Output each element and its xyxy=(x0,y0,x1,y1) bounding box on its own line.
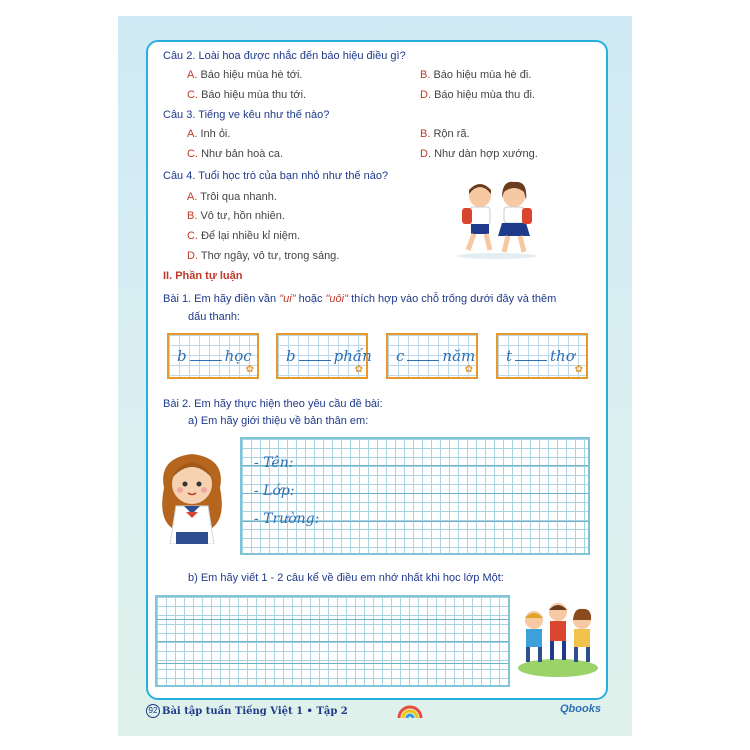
word-box-4[interactable]: t thơ ✿ xyxy=(496,333,588,379)
q2-option-c[interactable]: C. Báo hiệu mùa thu tới. xyxy=(187,89,307,101)
leaf-icon: ✿ xyxy=(245,364,254,375)
q3-option-c[interactable]: C. Như bản hoà ca. xyxy=(187,148,284,160)
question-2-title: Câu 2. Loài hoa được nhắc đến báo hiệu điều gì? xyxy=(163,50,406,62)
bai-2-part-a: a) Em hãy giới thiệu về bản thân em: xyxy=(188,415,369,427)
three-kids-illustration xyxy=(516,590,600,680)
q4-option-c[interactable]: C. Để lại nhiều kỉ niệm. xyxy=(187,230,301,242)
class-field-label: - Lớp: xyxy=(254,483,295,499)
section-2-heading: II. Phần tự luận xyxy=(163,270,243,282)
q4-option-a[interactable]: A. Trôi qua nhanh. xyxy=(187,191,277,203)
leaf-icon: ✿ xyxy=(464,364,473,375)
word-box-1[interactable]: b học ✿ xyxy=(167,333,259,379)
question-3-title: Câu 3. Tiếng ve kêu như thế nào? xyxy=(163,109,330,121)
q3-option-b[interactable]: B. Rộn rã. xyxy=(420,128,470,140)
school-field-label: - Trường: xyxy=(254,511,320,527)
q2-option-b[interactable]: B. Báo hiệu mùa hè đi. xyxy=(420,69,532,81)
self-intro-writing-grid[interactable] xyxy=(240,437,590,555)
q4-option-b[interactable]: B. Vô tư, hồn nhiên. xyxy=(187,210,285,222)
bai-1-instruction-line-1: Bài 1. Em hãy điền vần "ui" hoặc "uôi" thích hợp vào chỗ trống dưới đây và thêm xyxy=(163,293,557,305)
girl-illustration xyxy=(152,448,232,544)
bai-2-title: Bài 2. Em hãy thực hiện theo yêu cầu đề bài: xyxy=(163,398,383,410)
walking-kids-illustration xyxy=(452,178,542,260)
leaf-icon: ✿ xyxy=(574,364,583,375)
q2-option-d[interactable]: D. Báo hiệu mùa thu đi. xyxy=(420,89,535,101)
rainbow-logo-icon xyxy=(396,700,424,720)
leaf-icon: ✿ xyxy=(354,364,363,375)
bai-2-part-b: b) Em hãy viết 1 - 2 câu kể về điều em nhớ nhất khi học lớp Một: xyxy=(188,572,504,584)
book-title: Bài tập tuần Tiếng Việt 1 • Tập 2 xyxy=(162,706,348,717)
publisher-logo: Qbooks xyxy=(560,703,601,715)
memory-writing-grid[interactable] xyxy=(155,595,510,687)
name-field-label: - Tên: xyxy=(254,455,294,471)
word-box-3[interactable]: c năm ✿ xyxy=(386,333,478,379)
page-number: 92 xyxy=(146,704,160,718)
question-4-title: Câu 4. Tuổi học trò của bạn nhỏ như thế nào? xyxy=(163,170,389,182)
bai-1-instruction-line-2: dấu thanh: xyxy=(188,311,240,323)
q2-option-a[interactable]: A. Báo hiệu mùa hè tới. xyxy=(187,69,303,81)
word-box-2[interactable]: b phấn ✿ xyxy=(276,333,368,379)
q3-option-d[interactable]: D. Như dàn hợp xướng. xyxy=(420,148,538,160)
q4-option-d[interactable]: D. Thơ ngây, vô tư, trong sáng. xyxy=(187,250,340,262)
q3-option-a[interactable]: A. Inh ỏi. xyxy=(187,128,231,140)
